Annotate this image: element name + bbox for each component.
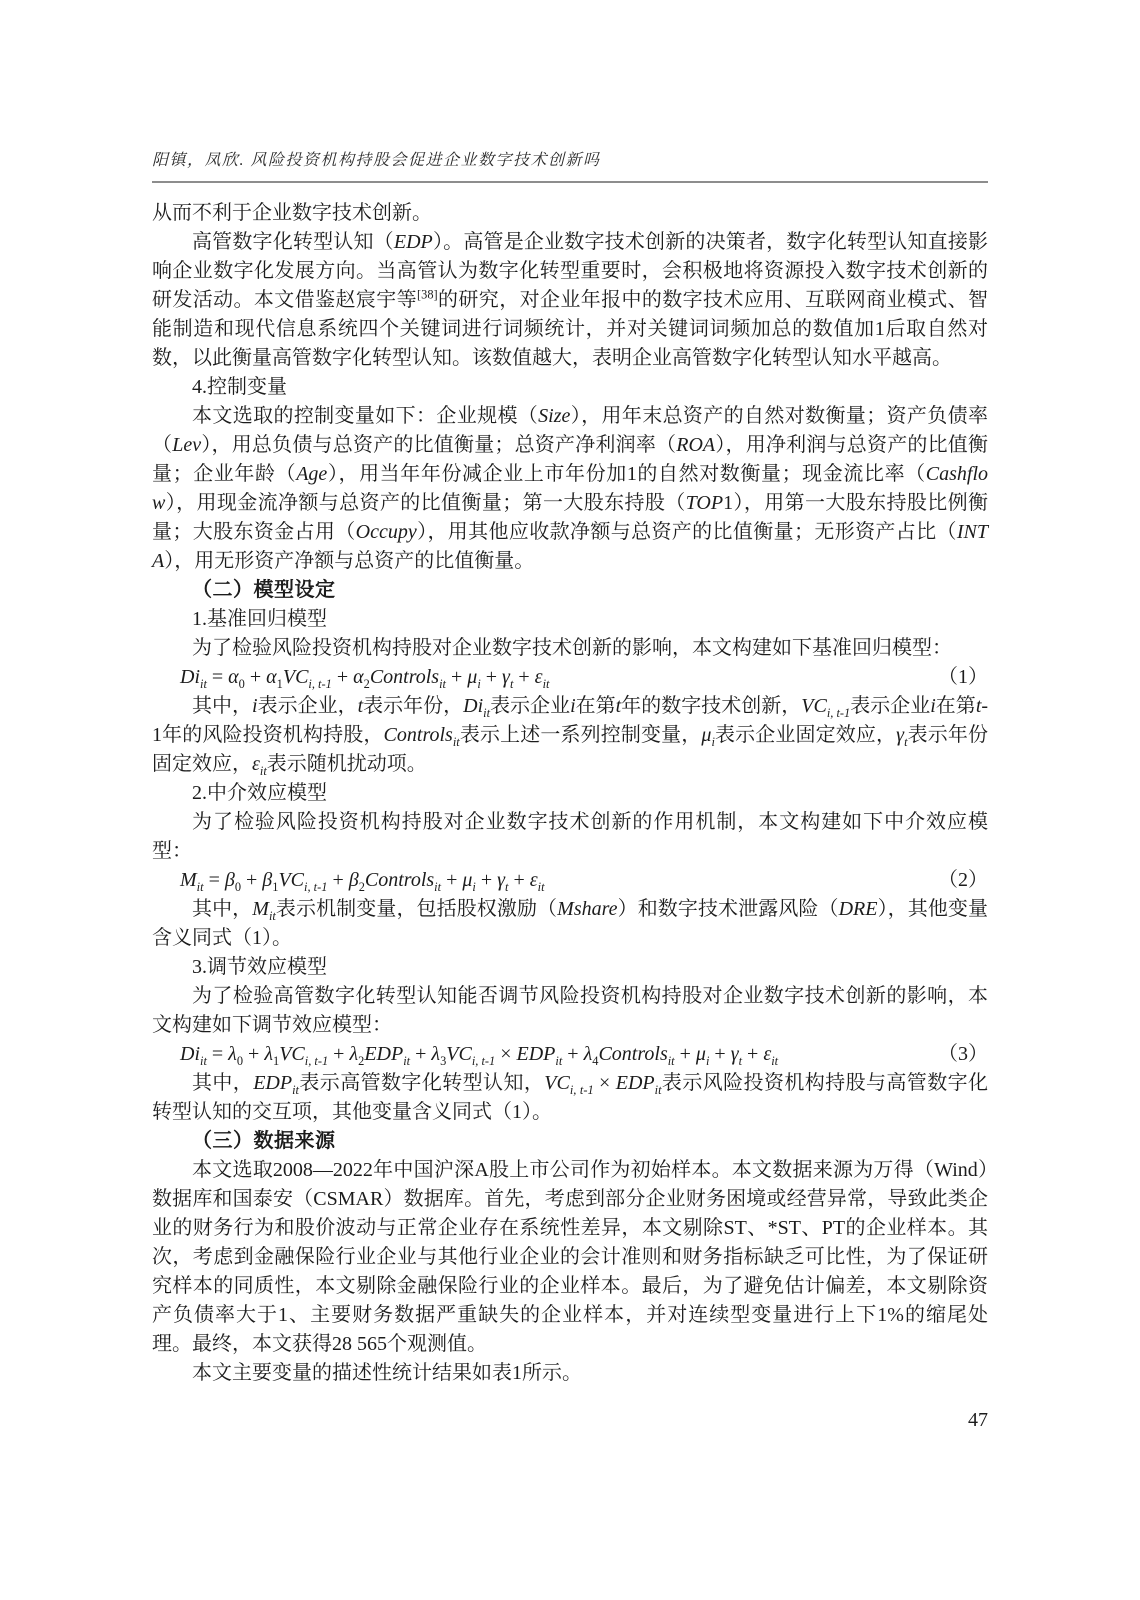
page-body: [152, 199, 988, 1388]
paragraph: 为了检验风险投资机构持股对企业数字技术创新的作用机制，本文构建如下中介效应模型：: [152, 811, 988, 862]
paragraph: 3.调节效应模型: [192, 956, 327, 978]
paragraph: 1.基准回归模型: [192, 608, 327, 630]
page-content: [152, 150, 988, 1435]
running-header: [152, 150, 988, 172]
formula-body: $Di_{it} = \alpha_0 + \alpha_1VC_{i, t-1}$ + $\alpha_2Controls_{it} + \mu_i + \gamma_t + \varepsilon_{it}$: [180, 666, 550, 691]
formula-body: $M_{it} = \beta_0 + \beta_1VC_{i, t-1}$ + $\beta_2Controls_{it} + \mu_i + \gamma_t + \varepsilon_{it}$: [180, 869, 545, 894]
equation-number: （1）: [938, 666, 988, 688]
equation-number: （3）: [938, 1043, 988, 1065]
page-number: 47: [968, 1409, 988, 1431]
paragraph: 高管数字化转型认知（EDP）。高管是企业数字技术创新的决策者，数字化转型认知直接影响企业数字化发展方向。当高管认为数字化转型重要时，会积极地将资源投入数字技术创新的研发活动。本文借鉴赵宸宇等[38]的研究，对企业年报中的数字技术应用、互联网商业模式、智能制造和现代信息系统四个关键词进行词频统计，并对关键词词频加总的数值加1后取自然对数，以此衡量高管数字化转型认知。该数值越大，表明企业高管数字化转型认知水平越高。: [152, 231, 989, 369]
formula-body: $Di_{it} = \lambda_0 + \lambda_1VC_{i, t-1} + \lambda_2EDP_{it} + \lambda_3VC_{i, t-1} \times EDP_{it}$ + $\lambda_4Controls_{it} + \mu_i + \gamma_t + \varepsilon_{it}$: [180, 1043, 779, 1068]
paragraph: 其中，$EDP_{it}$表示高管数字化转型认知，$VC_{i, t-1} \times EDP_{it}$表示风险投资机构持股与高管数字化转型认知的交互项，其他变量含义同式（1）。: [152, 1072, 989, 1123]
paragraph: 其中，i表示企业，t表示年份，$Di_{it}$表示企业i在第t年的数字技术创新，$VC_{i, t-1}$表示企业i在第t-1年的风险投资机构持股，Controls$_{it}$表示上述一系列控制变量，$\mu_i$表示企业固定效应，$\gamma_t$表示年份固定效应，$\varepsilon_{it}$表示随机扰动项。: [152, 695, 989, 778]
paragraph: 2.中介效应模型: [192, 782, 327, 804]
paragraph: 为了检验高管数字化转型认知能否调节风险投资机构持股对企业数字技术创新的影响，本文构建如下调节效应模型：: [152, 985, 988, 1036]
equation-number: （2）: [938, 869, 988, 891]
running-header-text: 阳镇，凤欣. 风险投资机构持股会促进企业数字技术创新吗: [152, 152, 601, 169]
formula: [152, 663, 988, 692]
paragraph: 本文主要变量的描述性统计结果如表1所示。: [192, 1362, 582, 1384]
section-heading: （二）模型设定: [192, 579, 336, 601]
paragraph: 为了检验风险投资机构持股对企业数字技术创新的影响，本文构建如下基准回归模型：: [192, 637, 952, 659]
paragraph: 本文选取的控制变量如下：企业规模（Size），用年末总资产的自然对数衡量；资产负债率（Lev），用总负债与总资产的比值衡量；总资产净利润率（ROA），用净利润与总资产的比值衡量；企业年龄（Age），用当年年份减企业上市年份加1的自然对数衡量；现金流比率（Cashflow），用现金流净额与总资产的比值衡量；第一大股东持股（TOP1），用第一大股东持股比例衡量；大股东资金占用（Occupy），用其他应收款净额与总资产的比值衡量；无形资产占比（INTA），用无形资产净额与总资产的比值衡量。: [152, 405, 989, 572]
paragraph: 其中，$M_{it}$表示机制变量，包括股权激励（Mshare）和数字技术泄露风险（DRE），其他变量含义同式（1）。: [152, 898, 989, 949]
header-rule: [152, 181, 988, 183]
formula: [152, 866, 988, 895]
paragraph: 4.控制变量: [192, 376, 287, 398]
section-heading: （三）数据来源: [192, 1130, 336, 1152]
paragraph: 从而不利于企业数字技术创新。: [152, 202, 432, 224]
paragraph: 本文选取2008—2022年中国沪深A股上市公司作为初始样本。本文数据来源为万得（Wind）数据库和国泰安（CSMAR）数据库。首先，考虑到部分企业财务困境或经营异常，导致此类企业的财务行为和股价波动与正常企业存在系统性差异，本文剔除ST、*ST、PT的企业样本。其次，考虑到金融保险行业企业与其他行业企业的会计准则和财务指标缺乏可比性，为了保证研究样本的同质性，本文剔除金融保险行业的企业样本。最后，为了避免估计偏差，本文剔除资产负债率大于1、主要财务数据严重缺失的企业样本，并对连续型变量进行上下1%的缩尾处理。最终，本文获得28 565个观测值。: [152, 1159, 988, 1355]
formula: [152, 1040, 988, 1069]
